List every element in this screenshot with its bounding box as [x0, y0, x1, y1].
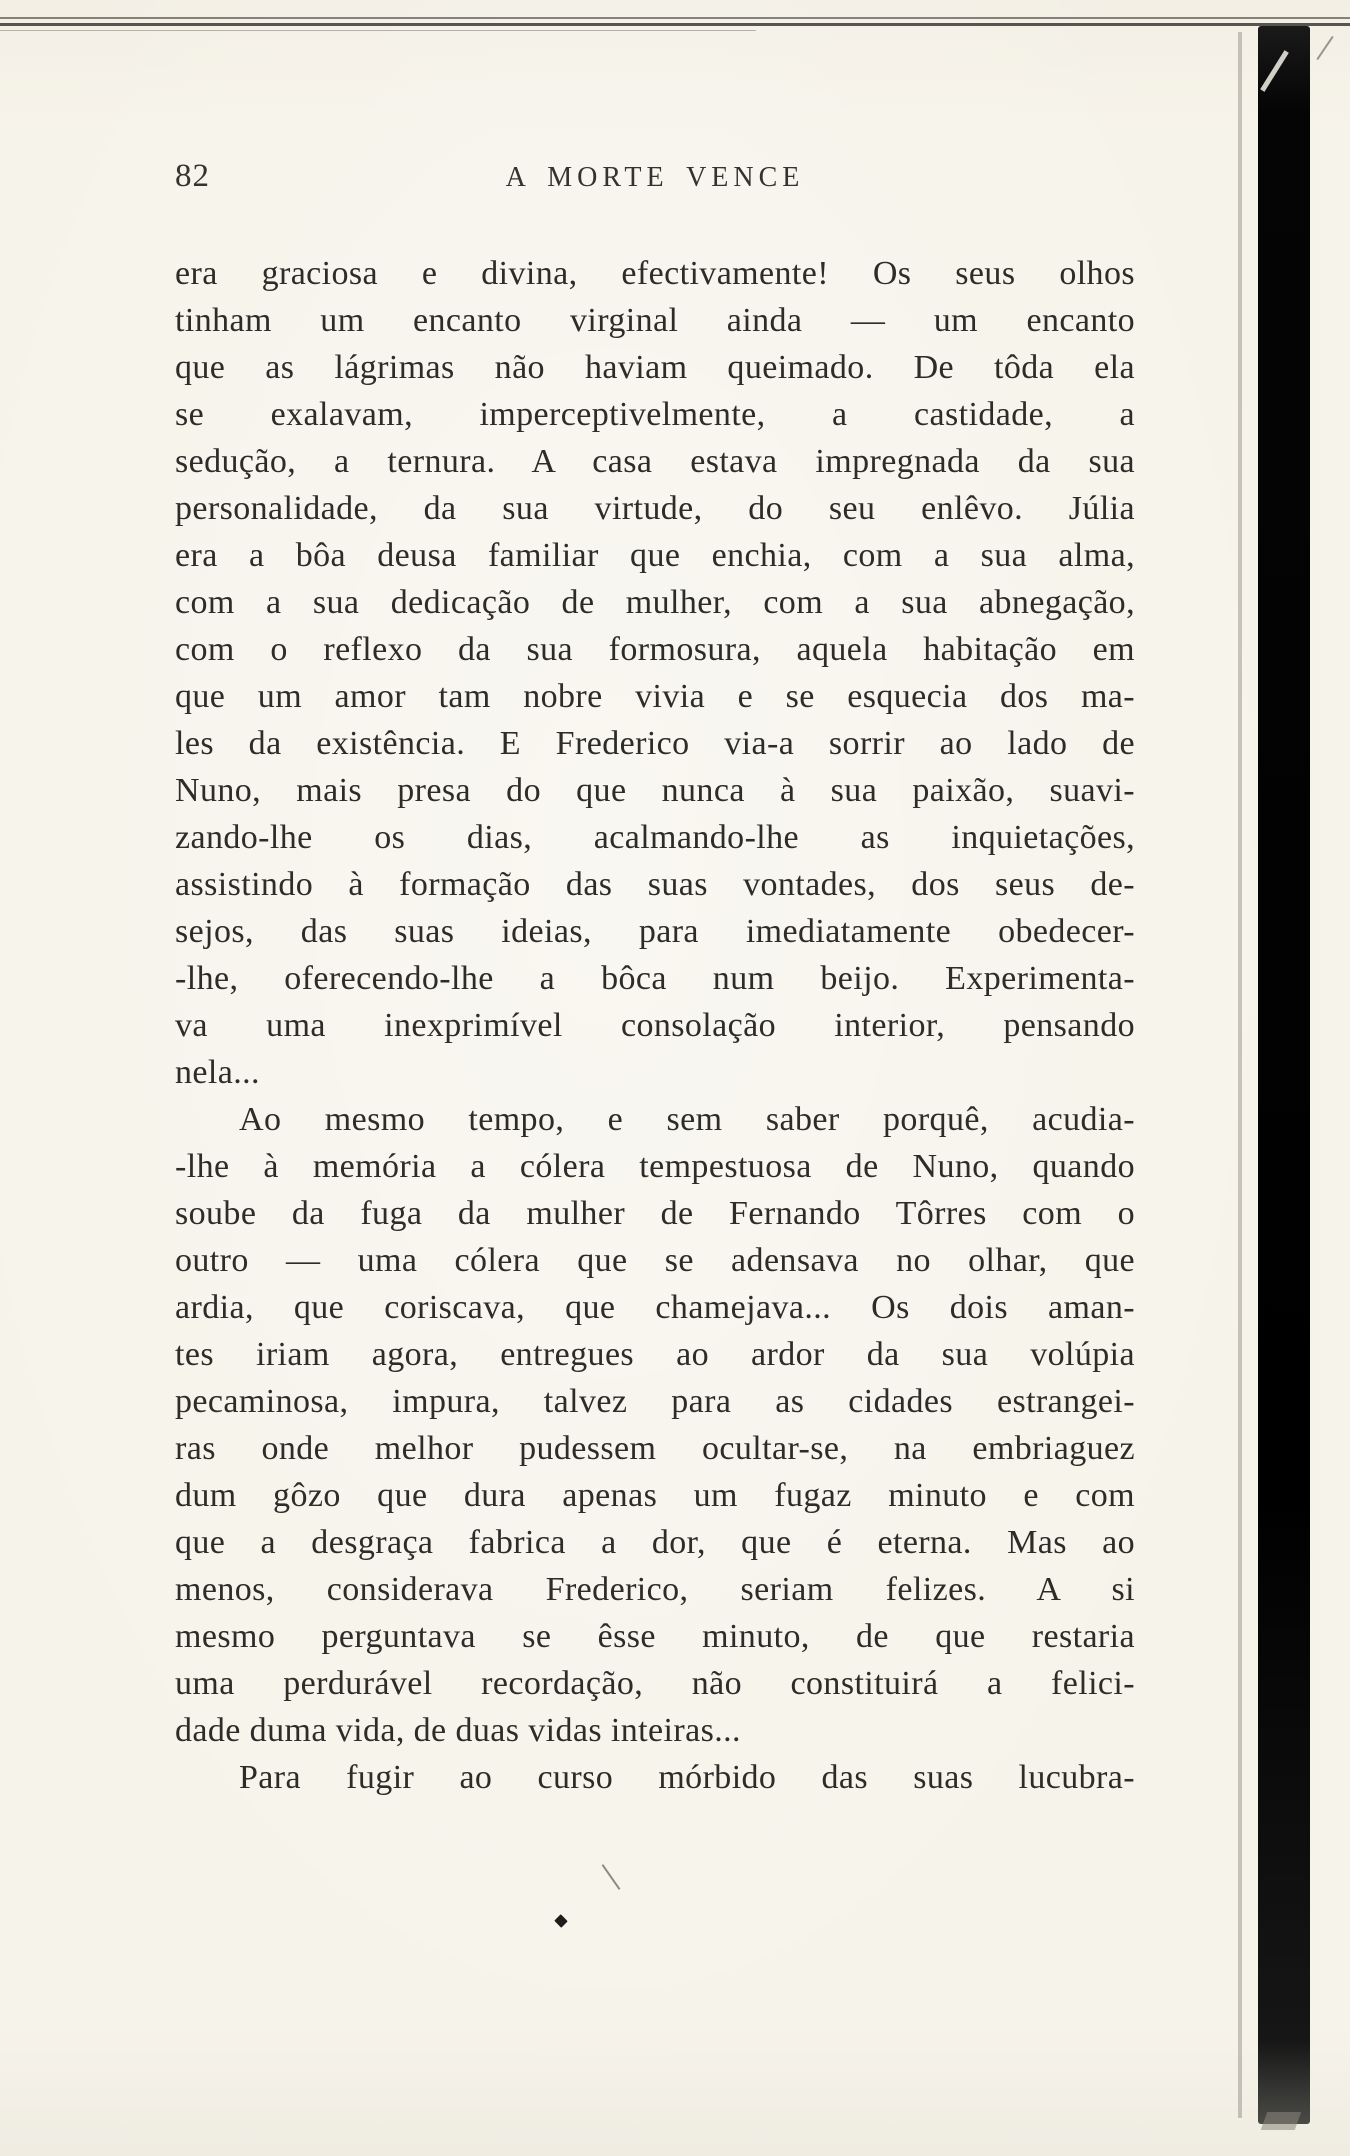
text-line: era a bôa deusa familiar que enchia, com a sua alma, [175, 537, 1135, 574]
text-line: ardia, que coriscava, que chamejava... Os dois aman- [175, 1289, 1135, 1326]
text-line: nela... [175, 1054, 260, 1091]
text-line: sejos, das suas ideias, para imediatamente obedecer- [175, 913, 1135, 950]
page-top-rule [0, 17, 1350, 19]
book-binding-band [1258, 26, 1310, 2124]
text-line: ras onde melhor pudessem ocultar-se, na embriaguez [175, 1430, 1135, 1467]
text-line: Nuno, mais presa do que nunca à sua paixão, suavi- [175, 772, 1135, 809]
scan-scratch-mark [1316, 36, 1333, 60]
text-line: -lhe à memória a cólera tempestuosa de Nuno, quando [175, 1148, 1135, 1185]
band-bottom-smudge [1261, 2112, 1302, 2130]
band-highlight-slash [1260, 50, 1289, 92]
text-line: les da existência. E Frederico via-a sorrir ao lado de [175, 725, 1135, 762]
page-number: 82 [175, 158, 210, 194]
text-line: era graciosa e divina, efectivamente! Os seus olhos [175, 255, 1135, 292]
running-header [175, 150, 1135, 210]
text-line: menos, considerava Frederico, seriam felizes. A si [175, 1571, 1135, 1608]
text-line: dade duma vida, de duas vidas inteiras... [175, 1712, 741, 1749]
page-top-rule-dark [0, 23, 1350, 26]
text-line: uma perdurável recordação, não constituirá a felici- [175, 1665, 1135, 1702]
text-line: va uma inexprimível consolação interior, pensando [175, 1007, 1135, 1044]
text-line: que um amor tam nobre vivia e se esquecia dos ma- [175, 678, 1135, 715]
text-line: assistindo à formação das suas vontades, dos seus de- [175, 866, 1135, 903]
text-line: -lhe, oferecendo-lhe a bôca num beijo. Experimenta- [175, 960, 1135, 997]
text-line: outro — uma cólera que se adensava no olhar, que [175, 1242, 1135, 1279]
page-content [175, 150, 1135, 1796]
text-line: soube da fuga da mulher de Fernando Tôrres com o [175, 1195, 1135, 1232]
text-line: com o reflexo da sua formosura, aquela habitação em [175, 631, 1135, 668]
gutter-shadow-line [1238, 32, 1242, 2118]
pen-stroke-mark [602, 1864, 621, 1890]
text-line: se exalavam, imperceptivelmente, a castidade, a [175, 396, 1135, 433]
text-line: com a sua dedicação de mulher, com a sua abnegação, [175, 584, 1135, 621]
text-line: que a desgraça fabrica a dor, que é eterna. Mas ao [175, 1524, 1135, 1561]
text-line: sedução, a ternura. A casa estava impregnada da sua [175, 443, 1135, 480]
text-line: zando-lhe os dias, acalmando-lhe as inquietações, [175, 819, 1135, 856]
page-top-rule-faint [0, 30, 756, 31]
header-title: A MORTE VENCE [505, 162, 805, 193]
text-line: tinham um encanto virginal ainda — um encanto [175, 302, 1135, 339]
text-line: dum gôzo que dura apenas um fugaz minuto e com [175, 1477, 1135, 1514]
text-line: Ao mesmo tempo, e sem saber porquê, acudia- [239, 1101, 1135, 1138]
text-line: mesmo perguntava se êsse minuto, de que restaria [175, 1618, 1135, 1655]
text-line: que as lágrimas não haviam queimado. De tôda ela [175, 349, 1135, 386]
printer-ornament-mark [554, 1914, 568, 1928]
text-line: pecaminosa, impura, talvez para as cidades estrangei- [175, 1383, 1135, 1420]
text-line: personalidade, da sua virtude, do seu enlêvo. Júlia [175, 490, 1135, 527]
body-text [175, 250, 1135, 1801]
text-line: tes iriam agora, entregues ao ardor da sua volúpia [175, 1336, 1135, 1373]
text-line: Para fugir ao curso mórbido das suas lucubra- [239, 1759, 1135, 1796]
